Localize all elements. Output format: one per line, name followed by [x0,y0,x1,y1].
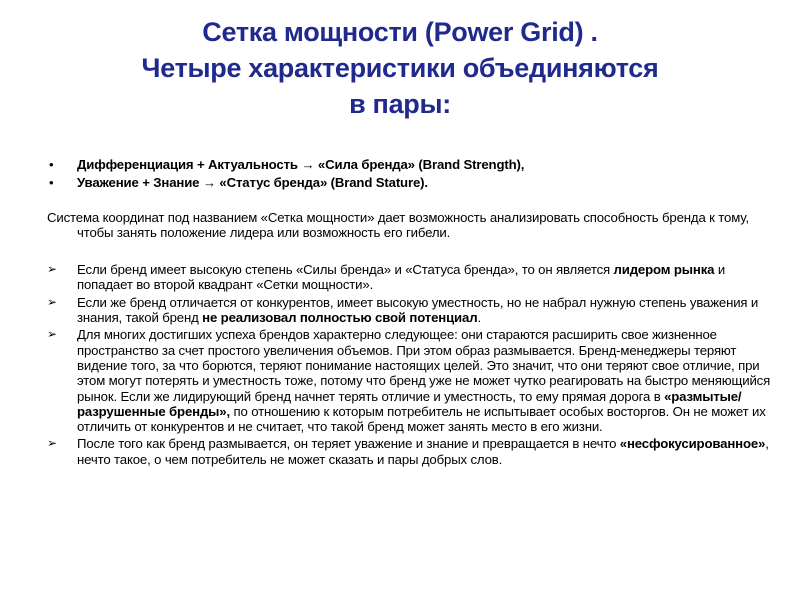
intro-paragraph: Система координат под названием «Сетка мощности» дает возможность анализировать способность бренда к тому, чтобы занять положение лидера или возможность его гибели. [47,209,749,240]
title-line-2: Четыре характеристики объединяются [141,53,659,83]
point-text: После того как бренд размывается, он теряет уважение и знание и превращается в нечто [77,436,620,452]
points-list [47,262,777,467]
point-text-end: . [477,310,481,326]
arrow-bullet-icon: ➢ [47,327,57,342]
pair-item [47,175,777,190]
title-line-1: Сетка мощности (Power Grid) . [202,17,598,47]
point-item [47,262,777,293]
arrow-bullet-icon: ➢ [47,262,57,277]
point-bold-text: не реализовал полностью свой потенциал [202,310,478,326]
point-text-end: и попадает во второй квадрант «Сетки мощности». [77,262,726,293]
point-item [47,327,777,434]
slide-title [20,14,780,122]
point-bold-text: «несфокусированное» [619,436,766,452]
bullet-dot-icon: • [49,175,54,191]
pair-list [47,157,777,191]
point-item [47,436,777,467]
point-text: Для многих достигших успеха брендов характерно следующее: они стараются расширить свое жизненное пространство за счет простого увеличения объемов. При этом образ размывается. Бренд-менеджеры теряют видение того, за что борются, теряют понимание настоящих целей. Это значит, что они теряют свое отличие, при этом могут потерять и уместность тоже, потому что бренд уже не может чутко реагировать на быстро меняющийся рынок. Если же лидирующий бренд начнет терять отличие и уместность, то ему прямая дорога в [77,327,771,404]
pair-text: Уважение + Знание → «Статус бренда» (Brand Stature). [77,175,428,191]
bullet-dot-icon: • [49,157,54,172]
point-text: Если бренд имеет высокую степень «Силы бренда» и «Статуса бренда», то он является [77,262,614,278]
point-text-end: по отношению к которым потребитель не испытывает особых восторгов. Он не может их отличить от конкурентов и не считает, что такой бренд может занять место в его жизни. [77,403,766,435]
point-text-end: , нечто такое, о чем потребитель не может сказать и пары добрых слов. [77,436,769,467]
arrow-bullet-icon: ➢ [47,436,57,451]
pair-item [47,157,777,172]
slide-body [47,157,777,469]
point-bold-text: лидером рынка [613,262,715,278]
point-bold-text: «размытые/разрушенные бренды», [77,388,742,419]
point-item [47,295,777,326]
arrow-bullet-icon: ➢ [47,294,57,309]
pair-text: Дифференциация + Актуальность → «Сила бренда» (Brand Strength), [77,157,525,172]
title-line-3: в пары: [349,89,451,119]
point-text: Если же бренд отличается от конкурентов, имеет высокую уместность, но не набрал нужную степень уважения и знания, такой бренд [77,294,759,326]
